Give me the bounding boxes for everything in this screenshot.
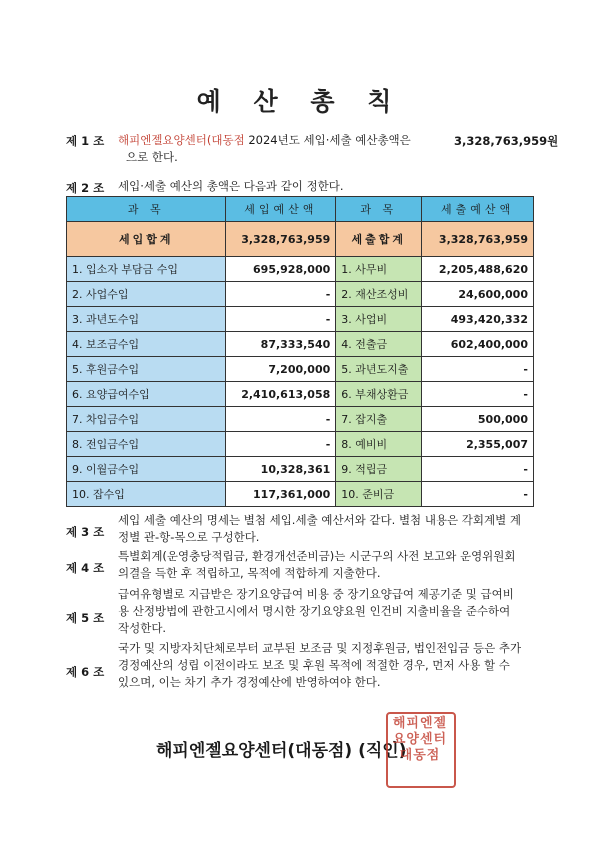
- revenue-item-amount: 2,410,613,058: [226, 382, 336, 407]
- revenue-item-name: 10. 잡수입: [67, 482, 226, 507]
- expense-item-amount: 24,600,000: [422, 282, 534, 307]
- article3-line: 정별 관-항-목으로 구성한다.: [118, 530, 260, 544]
- budget-table: [66, 196, 534, 507]
- revenue-item-name: 8. 전입금수입: [67, 432, 226, 457]
- article5-label: 제 5 조: [66, 611, 105, 625]
- table-row: [67, 407, 534, 432]
- expense-item-amount: 493,420,332: [422, 307, 534, 332]
- article1-total-amount: 3,328,763,959원: [454, 134, 559, 148]
- header-expense-amount: 세출예산액: [422, 197, 534, 222]
- revenue-item-name: 6. 요양급여수입: [67, 382, 226, 407]
- table-row: [67, 307, 534, 332]
- article6-text: [118, 640, 521, 691]
- expense-item-amount: 2,205,488,620: [422, 257, 534, 282]
- article3-line: 세입 세출 예산의 명세는 별첨 세입.세출 예산서와 같다. 별첨 내용은 각회계별 계: [118, 513, 522, 527]
- expense-total-amount: 3,328,763,959: [422, 222, 534, 257]
- revenue-item-amount: 10,328,361: [226, 457, 336, 482]
- expense-item-amount: 602,400,000: [422, 332, 534, 357]
- revenue-total-label: 세입합계: [67, 222, 226, 257]
- article4-text: [118, 548, 516, 582]
- expense-item-name: 4. 전출금: [336, 332, 422, 357]
- article6-line: 경정예산의 성립 이전이라도 보조 및 후원 목적에 적절한 경우, 먼저 사용 할 수: [118, 658, 510, 672]
- official-seal-text: 해피엔젤요양센터대동점: [392, 716, 448, 763]
- expense-total-label: 세출합계: [336, 222, 422, 257]
- revenue-item-amount: 117,361,000: [226, 482, 336, 507]
- expense-item-amount: -: [422, 482, 534, 507]
- header-revenue-item: 과 목: [67, 197, 226, 222]
- expense-item-amount: -: [422, 382, 534, 407]
- expense-item-name: 1. 사무비: [336, 257, 422, 282]
- revenue-item-name: 7. 차입금수입: [67, 407, 226, 432]
- expense-item-name: 10. 준비금: [336, 482, 422, 507]
- expense-item-name: 2. 재산조성비: [336, 282, 422, 307]
- revenue-item-amount: 7,200,000: [226, 357, 336, 382]
- article6-line: 국가 및 지방자치단체로부터 교부된 보조금 및 지정후원금, 법인전입금 등은 추가: [118, 641, 522, 655]
- article2-label: 제 2 조: [66, 181, 105, 195]
- header-expense-item: 과 목: [336, 197, 422, 222]
- table-row: [67, 382, 534, 407]
- revenue-item-amount: -: [226, 307, 336, 332]
- revenue-item-name: 9. 이월금수입: [67, 457, 226, 482]
- revenue-item-name: 3. 과년도수입: [67, 307, 226, 332]
- article5-line: 작성한다.: [118, 621, 167, 635]
- table-row: [67, 257, 534, 282]
- article6-line: 있으며, 이는 차기 추가 경정예산에 반영하여야 한다.: [118, 675, 381, 689]
- expense-item-name: 3. 사업비: [336, 307, 422, 332]
- article5-line: 용 산정방법에 관한고시에서 명시한 장기요양요원 인건비 지출비율을 준수하여: [118, 604, 511, 618]
- table-row: [67, 432, 534, 457]
- table-row: [67, 357, 534, 382]
- revenue-item-amount: 695,928,000: [226, 257, 336, 282]
- revenue-item-amount: -: [226, 407, 336, 432]
- article5-text: [118, 586, 514, 637]
- revenue-item-name: 1. 입소자 부담금 수입: [67, 257, 226, 282]
- revenue-item-amount: -: [226, 282, 336, 307]
- budget-rows: [67, 257, 534, 507]
- expense-item-amount: -: [422, 457, 534, 482]
- table-row: [67, 332, 534, 357]
- signature-line: 해피엔젤요양센터(대동점) (직인): [156, 741, 407, 761]
- article6-label: 제 6 조: [66, 665, 105, 679]
- article1-sentence-end: 으로 한다.: [126, 150, 178, 164]
- expense-item-amount: 2,355,007: [422, 432, 534, 457]
- expense-item-name: 9. 적립금: [336, 457, 422, 482]
- revenue-item-amount: 87,333,540: [226, 332, 336, 357]
- article1-sentence: 2024년도 세입·세출 예산총액은: [248, 133, 411, 147]
- table-totals-row: [67, 222, 534, 257]
- revenue-total-amount: 3,328,763,959: [226, 222, 336, 257]
- expense-item-amount: 500,000: [422, 407, 534, 432]
- document-title: 예 산 총 칙: [196, 87, 404, 116]
- expense-item-name: 8. 예비비: [336, 432, 422, 457]
- article3-text: [118, 512, 521, 546]
- header-revenue-amount: 세입예산액: [226, 197, 336, 222]
- expense-item-amount: -: [422, 357, 534, 382]
- article4-line: 의결을 득한 후 적립하고, 목적에 적합하게 지출한다.: [118, 566, 381, 580]
- revenue-item-name: 4. 보조금수입: [67, 332, 226, 357]
- table-header-row: [67, 197, 534, 222]
- article4-line: 특별회계(운영충당적립금, 환경개선준비금)는 시군구의 사전 보고와 운영위원회: [118, 549, 516, 563]
- table-row: [67, 282, 534, 307]
- article1-label: 제 1 조: [66, 134, 105, 148]
- article4-label: 제 4 조: [66, 561, 105, 575]
- article3-label: 제 3 조: [66, 525, 105, 539]
- article1-text: [118, 132, 411, 166]
- table-row: [67, 457, 534, 482]
- article1-org-name: 해피엔젤요양센터(대동점: [118, 133, 245, 147]
- article2-text: 세입·세출 예산의 총액은 다음과 같이 정한다.: [118, 179, 344, 193]
- revenue-item-name: 5. 후원금수입: [67, 357, 226, 382]
- revenue-item-amount: -: [226, 432, 336, 457]
- expense-item-name: 6. 부채상환금: [336, 382, 422, 407]
- expense-item-name: 7. 잡지출: [336, 407, 422, 432]
- article5-line: 급여유형별로 지급받은 장기요양급여 비용 중 장기요양급여 제공기준 및 급여비: [118, 587, 514, 601]
- table-row: [67, 482, 534, 507]
- revenue-item-name: 2. 사업수입: [67, 282, 226, 307]
- expense-item-name: 5. 과년도지출: [336, 357, 422, 382]
